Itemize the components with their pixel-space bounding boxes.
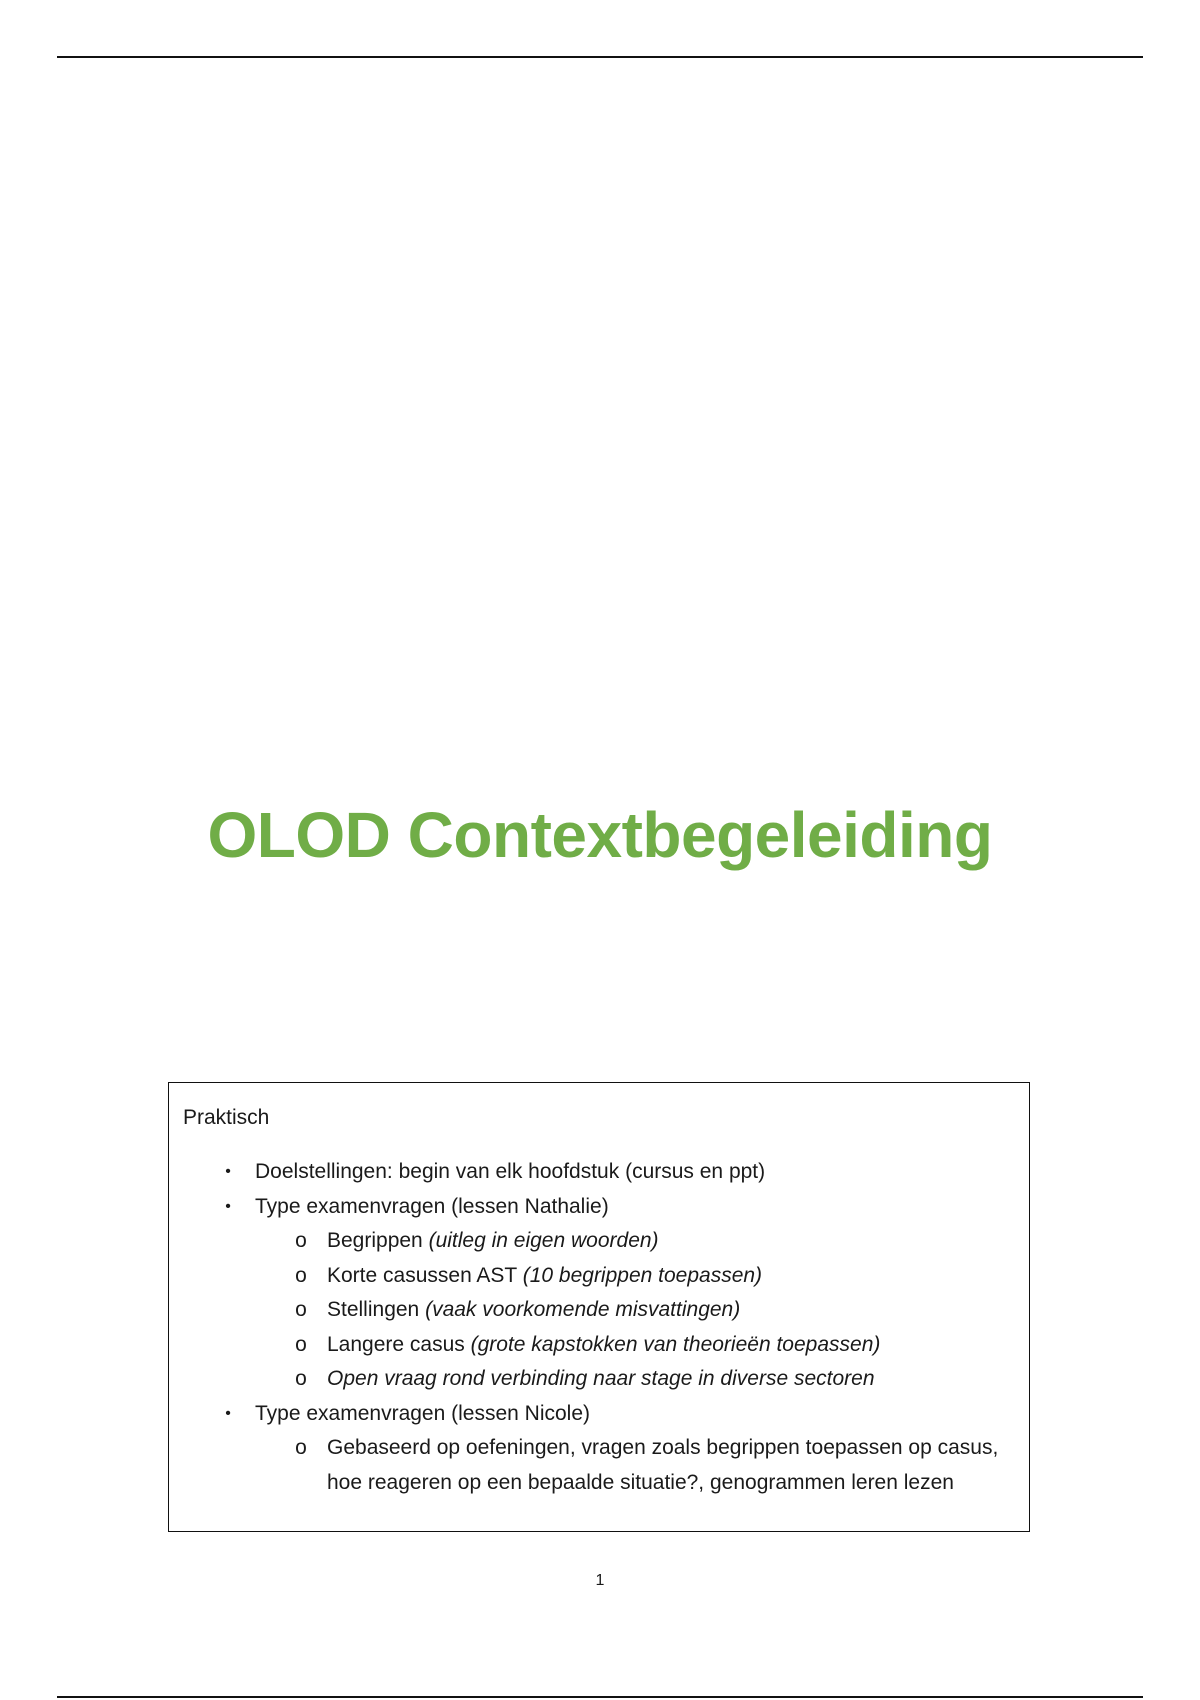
bullet-list [183,1155,1015,1500]
sub-list [255,1224,1015,1397]
sub-item-note: Open vraag rond verbinding naar stage in diverse sectoren [327,1367,875,1390]
sub-list [255,1431,1015,1500]
sub-item-label: Gebaseerd op oefeningen, vragen zoals begrippen toepassen op casus, hoe reageren op een bepaalde situatie?, genogrammen leren lezen [327,1436,999,1494]
sub-item-label: Begrippen [327,1229,429,1252]
sub-bullet-icon: o [295,1367,307,1390]
sub-item-label: Korte casussen AST [327,1263,523,1287]
page-number: 1 [595,1572,605,1589]
list-item-objectives [183,1155,1015,1190]
practical-info-box [168,1082,1030,1532]
bullet-icon: • [225,1404,231,1422]
sub-item-note: (grote kapstokken van theorieën toepassen) [470,1332,881,1356]
sub-bullet-icon: o [295,1263,307,1287]
sub-list-item [255,1259,1015,1294]
list-item-label: Type examenvragen (lessen Nicole) [255,1401,590,1425]
sub-list-item [255,1328,1015,1363]
bullet-icon: • [225,1163,231,1180]
footer-rule [57,1696,1143,1698]
list-item-exam-types-nicole [183,1397,1015,1501]
header-rule [57,56,1143,58]
sub-list-item [255,1431,1027,1500]
sub-item-label: Stellingen [327,1298,426,1321]
sub-item-note: (vaak voorkomende misvattingen) [425,1298,741,1321]
list-item-exam-types-nathalie [183,1190,1015,1397]
sub-list-item [255,1362,1015,1397]
box-heading: Praktisch [183,1106,270,1129]
bullet-icon: • [225,1197,231,1215]
sub-item-label: Langere casus [327,1332,471,1356]
list-item-label: Type examenvragen (lessen Nathalie) [255,1194,609,1218]
sub-item-note: (10 begrippen toepassen) [522,1263,763,1287]
document-title: OLOD Contextbegeleiding [207,798,993,871]
sub-item-note: (uitleg in eigen woorden) [428,1229,659,1252]
sub-bullet-icon: o [295,1229,307,1252]
sub-list-item [255,1293,1015,1328]
sub-list-item [255,1224,1015,1259]
sub-bullet-icon: o [295,1436,307,1459]
list-item-label: Doelstellingen: begin van elk hoofdstuk (cursus en ppt) [255,1160,766,1183]
sub-bullet-icon: o [295,1298,307,1321]
sub-bullet-icon: o [295,1332,307,1356]
